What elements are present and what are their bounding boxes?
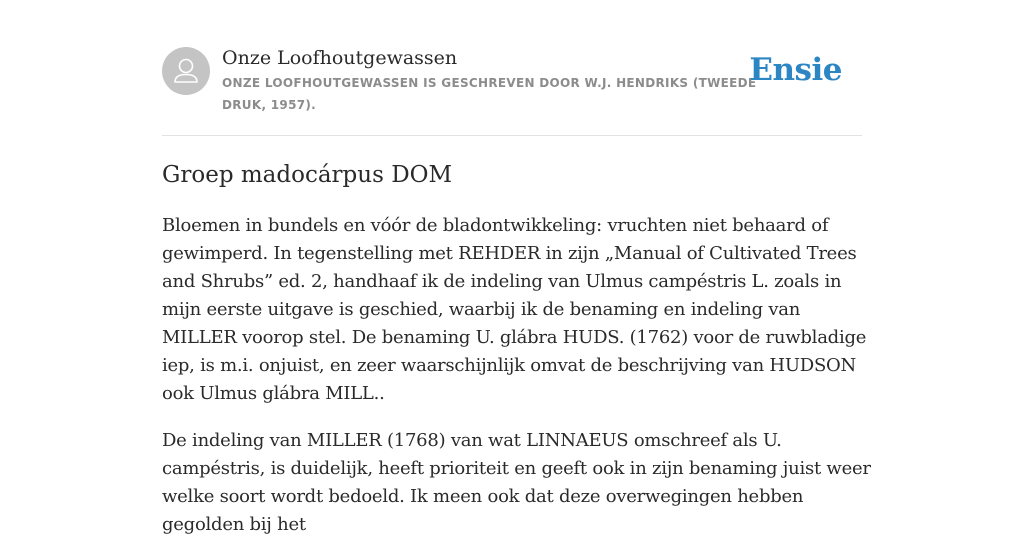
publication-description: ONZE LOOFHOUTGEWASSEN IS GESCHREVEN DOOR W.J. HENDRIKS (TWEEDE DRUK, 1957).	[222, 76, 757, 112]
ensie-logo[interactable]: Ensie	[749, 52, 842, 88]
article-content	[162, 160, 872, 558]
article-paragraph: De indeling van MILLER (1768) van wat LINNAEUS omschreef als U. campéstris, is duidelijk, heeft prioriteit en geeft ook in zijn benaming juist weer welke soort wordt bedoeld. Ik meen ook dat deze overwegingen hebben gegolden bij het	[162, 430, 871, 535]
user-icon	[162, 47, 210, 95]
article-title: Groep madocárpus DOM	[162, 162, 453, 188]
article-paragraph: Bloemen in bundels en vóór de bladontwikkeling: vruchten niet behaard of gewimperd. In tegenstelling met REHDER in zijn „Manual of Cultivated Trees and Shrubs” ed. 2, handhaaf ik de indeling van Ulmus campéstris L. zoals in mijn eerste uitgave is geschied, waarbij ik de benaming en indeling van MILLER voorop stel. De benaming U. glábra HUDS. (1762) voor de ruwbladige iep, is m.i. onjuist, en zeer waarschijnlijk omvat de beschrijving van HUDSON ook Ulmus glábra MILL..	[162, 215, 867, 404]
publication-title[interactable]: Onze Loofhoutgewassen	[222, 47, 458, 69]
avatar[interactable]	[162, 47, 210, 95]
header-divider	[162, 135, 862, 136]
publication-header	[162, 46, 862, 136]
